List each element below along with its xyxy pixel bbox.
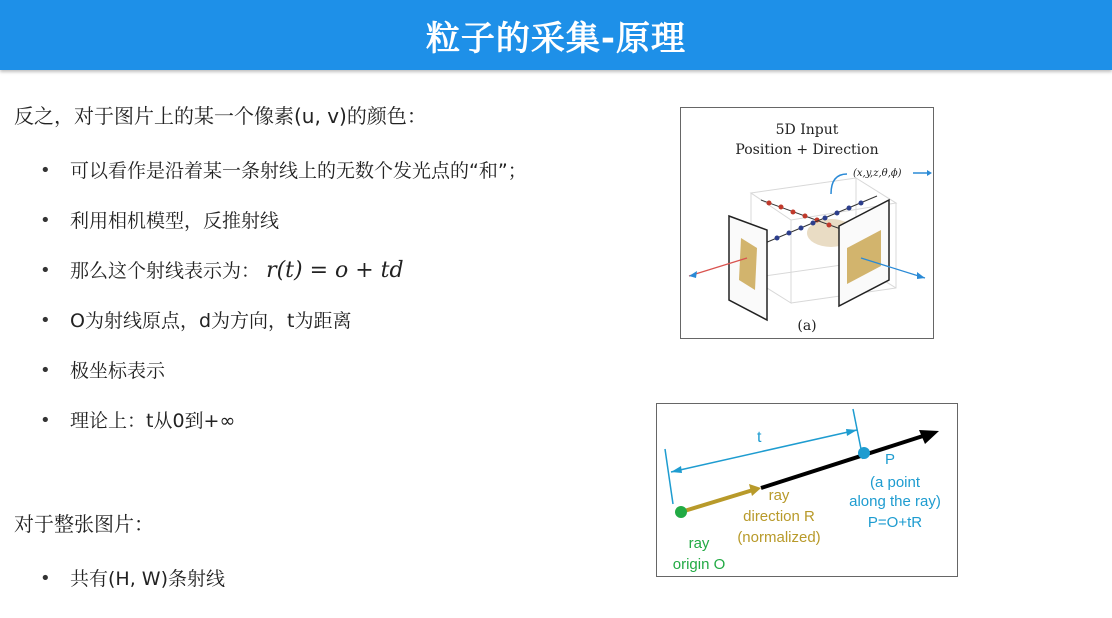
bullet-item: • 共有(H, W)条射线: [40, 568, 225, 618]
t-label: t: [757, 429, 762, 446]
p-desc-1: (a point: [869, 474, 921, 491]
bullet-list: [40, 160, 527, 460]
dir-label-3: (normalized): [737, 529, 821, 546]
figure-5d-input-graphic: [681, 108, 933, 338]
origin-point: [675, 506, 687, 518]
coords-out-arrowhead: [927, 170, 932, 176]
bullet-item: • 理论上：t从0到+∞: [40, 410, 527, 460]
p-desc-2: along the ray): [849, 493, 941, 510]
figure-a-line1: 5D Input: [775, 122, 839, 138]
page-title: 粒子的采集-原理: [425, 18, 687, 59]
figure-5d-input: [680, 107, 934, 339]
intro-text: 反之，对于图片上的某一个像素(u, v)的颜色：: [14, 104, 427, 128]
direction-arrowhead: [749, 484, 761, 496]
sample-point: [858, 447, 870, 459]
figure-ray-diagram: [656, 403, 958, 577]
bullet-item: • 极坐标表示: [40, 360, 527, 410]
t-arrow-right: [846, 429, 857, 436]
bullet-item: • 可以看作是沿着某一条射线上的无数个发光点的“和”；: [40, 160, 527, 210]
p-label: P: [885, 451, 896, 468]
bullet-item: • O为射线原点，d为方向，t为距离: [40, 310, 527, 360]
origin-label-2: origin O: [672, 556, 726, 573]
left-arrowhead: [689, 271, 697, 278]
bullet-list-2: [40, 568, 225, 618]
bullet-item: • 利用相机模型，反推射线: [40, 210, 527, 260]
t-arrow-left: [671, 466, 682, 473]
p-formula: P=O+tR: [867, 514, 923, 531]
right-arrowhead: [917, 272, 925, 279]
origin-label-1: ray: [688, 535, 710, 552]
figure-ray-graphic: [657, 404, 957, 576]
figure-a-line2: Position + Direction: [735, 142, 879, 158]
dir-label-2: direction R: [743, 508, 815, 525]
coords-arrow: [831, 174, 847, 194]
t-tick-left: [665, 449, 673, 504]
bullet-text: 那么这个射线表示为：: [70, 260, 261, 282]
section2-text: 对于整张图片：: [14, 512, 154, 536]
ray-arrowhead: [919, 430, 939, 444]
ray-formula: r(t) = o + td: [266, 258, 404, 283]
dir-label-1: ray: [768, 487, 790, 504]
coords-label: (x,y,z,θ,ϕ): [853, 168, 902, 179]
title-bar: [0, 0, 1112, 70]
bullet-item: [40, 260, 527, 310]
figure-a-caption: (a): [797, 318, 817, 334]
